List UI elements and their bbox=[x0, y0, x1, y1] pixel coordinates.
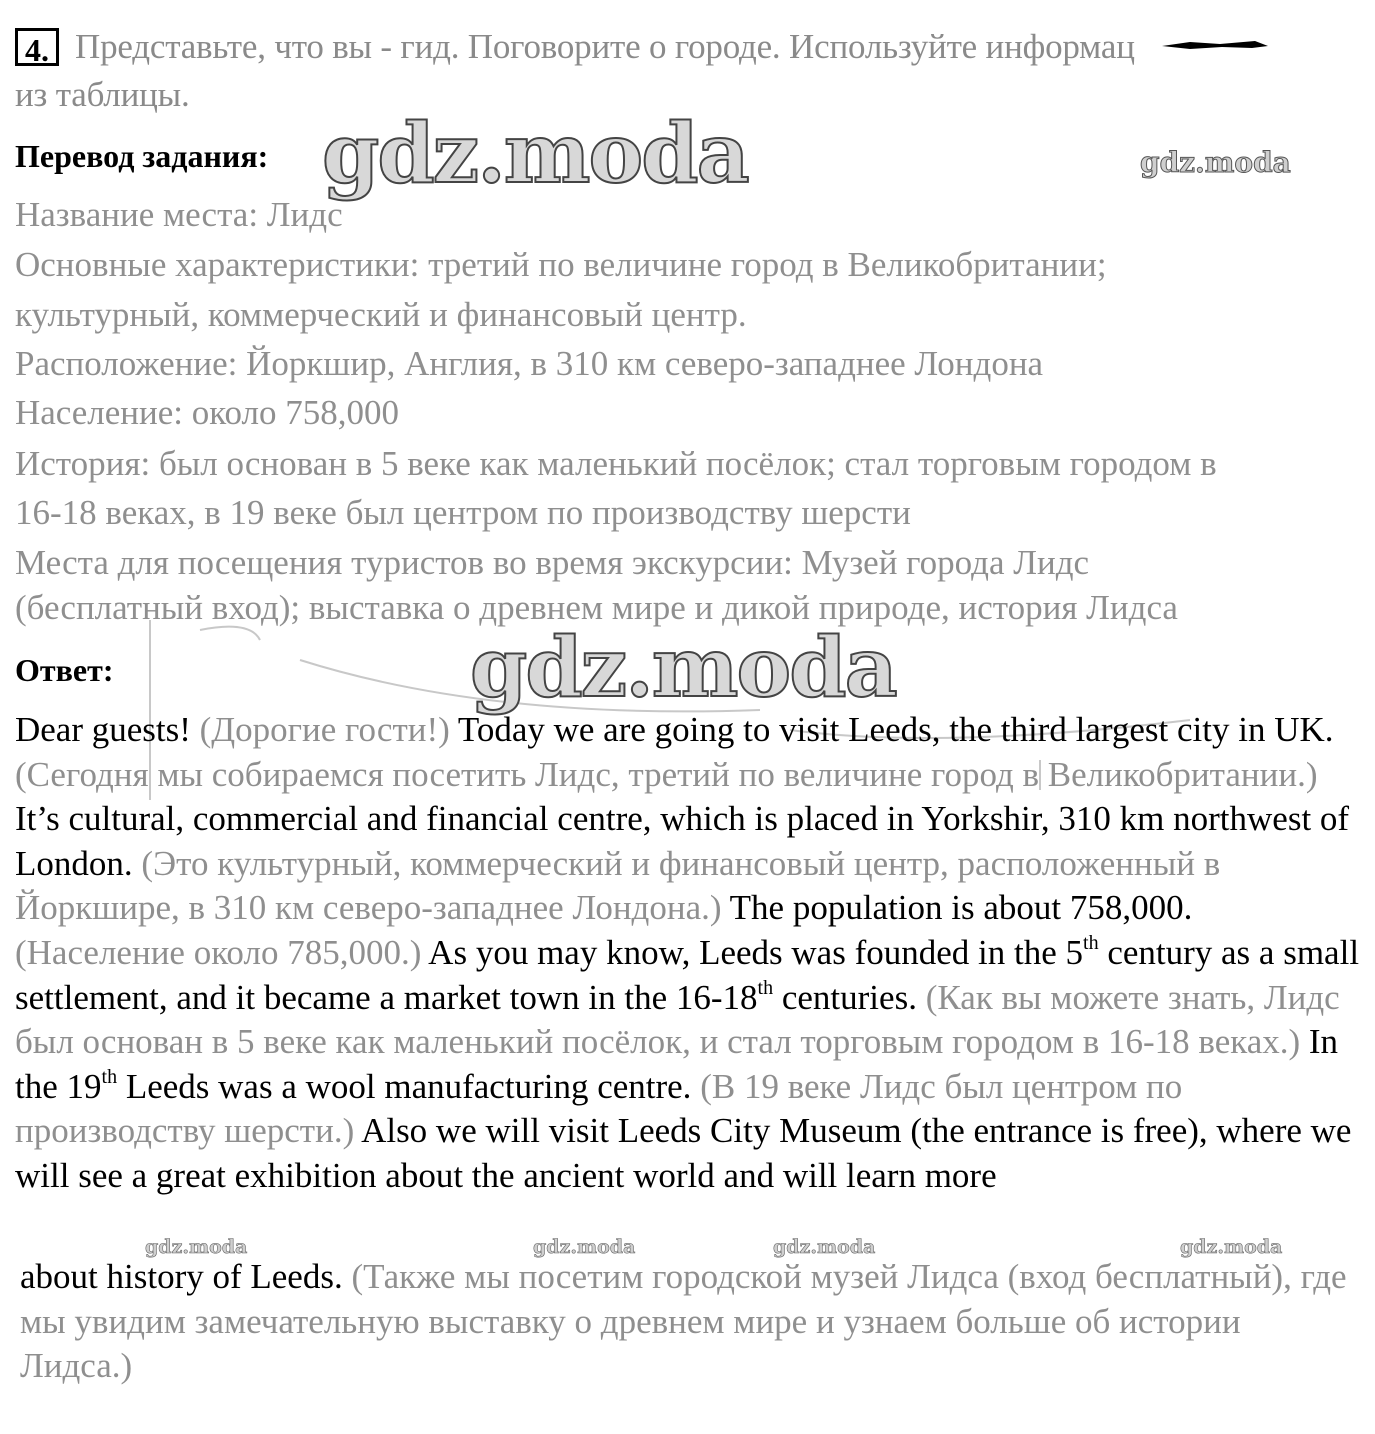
answer-en: Also we will visit Leeds City Museum (the entrance is free), where we will see a great exhibition about the ancient world and will learn more bbox=[15, 1111, 1352, 1195]
answer-ru: (Как вы можете знать, Лидс был основан в 5 веке как маленький посёлок, и стал торговым городом в 16-18 веках.) bbox=[15, 977, 1340, 1062]
answer-paragraph-continued bbox=[20, 1255, 1360, 1389]
translation-line: Название места: Лидс bbox=[15, 195, 343, 234]
answer-en: In the 19 bbox=[15, 1022, 1339, 1106]
superscript: th bbox=[101, 1065, 118, 1088]
answer-en: The population is about 758,000. bbox=[729, 888, 1193, 928]
watermark-tiny: gdz.moda bbox=[533, 1236, 636, 1258]
answer-ru: (Дорогие гости!) bbox=[199, 710, 458, 749]
watermark-large: gdz.moda bbox=[322, 106, 748, 202]
translation-line: (бесплатный вход); выставка о древнем мире и дикой природе, история Лидса bbox=[15, 588, 1178, 627]
watermark-small: gdz.moda bbox=[1140, 146, 1291, 179]
answer-en: century as a small settlement, and it became a market town in the 16-18 bbox=[15, 932, 1360, 1017]
answer-en: Today we are going to visit Leeds, the third largest city in UK. bbox=[457, 710, 1334, 749]
answer-ru: (Также мы посетим городской музей Лидса (вход бесплатный), где мы увидим замечательную выставку о древнем мире и узнаем больше об истории Лидса.) bbox=[20, 1257, 1347, 1386]
superscript: th bbox=[1083, 931, 1099, 954]
answer-ru: (Сегодня мы собираемся посетить Лидс, третий по величине город в Великобритании.) bbox=[15, 754, 1318, 794]
task-text-line-1: Представьте, что вы - гид. Поговорите о городе. Используйте информац bbox=[75, 27, 1135, 66]
translation-line: Расположение: Йоркшир, Англия, в 310 км северо-западнее Лондона bbox=[15, 344, 1044, 383]
answer-label: Ответ: bbox=[15, 652, 114, 688]
translation-line: Население: около 758,000 bbox=[15, 393, 400, 432]
answer-en: Leeds was a wool manufacturing centre. bbox=[117, 1066, 701, 1106]
translation-line: История: был основан в 5 веке как маленький посёлок; стал торговым городом в bbox=[15, 444, 1217, 483]
superscript: th bbox=[757, 976, 774, 999]
translation-line: Основные характеристики: третий по величине город в Великобритании; bbox=[15, 245, 1107, 284]
task-number: 4. bbox=[15, 28, 59, 66]
watermark-large: gdz.moda bbox=[470, 620, 896, 716]
watermark-tiny: gdz.moda bbox=[145, 1236, 248, 1258]
answer-en: Dear guests! bbox=[15, 710, 200, 749]
answer-en: about history of Leeds. bbox=[20, 1257, 352, 1296]
watermark-tiny: gdz.moda bbox=[773, 1236, 876, 1258]
answer-ru: (В 19 веке Лидс был центром по производству шерсти.) bbox=[15, 1066, 1183, 1151]
translation-line: 16-18 веках, в 19 веке был центром по производству шерсти bbox=[15, 493, 911, 532]
task-text-line-2: из таблицы. bbox=[15, 75, 190, 114]
translation-line: Места для посещения туристов во время экскурсии: Музей города Лидс bbox=[15, 543, 1090, 582]
watermark-tiny: gdz.moda bbox=[1180, 1236, 1283, 1258]
answer-en: As you may know, Leeds was founded in the 5 bbox=[428, 932, 1084, 972]
ink-blot-icon bbox=[1160, 34, 1270, 54]
answer-en: centuries. bbox=[773, 977, 926, 1017]
translation-line: культурный, коммерческий и финансовый центр. bbox=[15, 295, 747, 334]
answer-en: It’s cultural, commercial and financial centre, which is placed in Yorkshir, 310 km northwest of London. bbox=[15, 799, 1350, 883]
answer-ru: (Население около 785,000.) bbox=[15, 932, 429, 972]
translation-label: Перевод задания: bbox=[15, 138, 269, 174]
answer-paragraph bbox=[15, 708, 1360, 1199]
answer-ru: (Это культурный, коммерческий и финансовый центр, расположенный в Йоркшире, в 310 км северо-западнее Лондона.) bbox=[15, 843, 1221, 928]
